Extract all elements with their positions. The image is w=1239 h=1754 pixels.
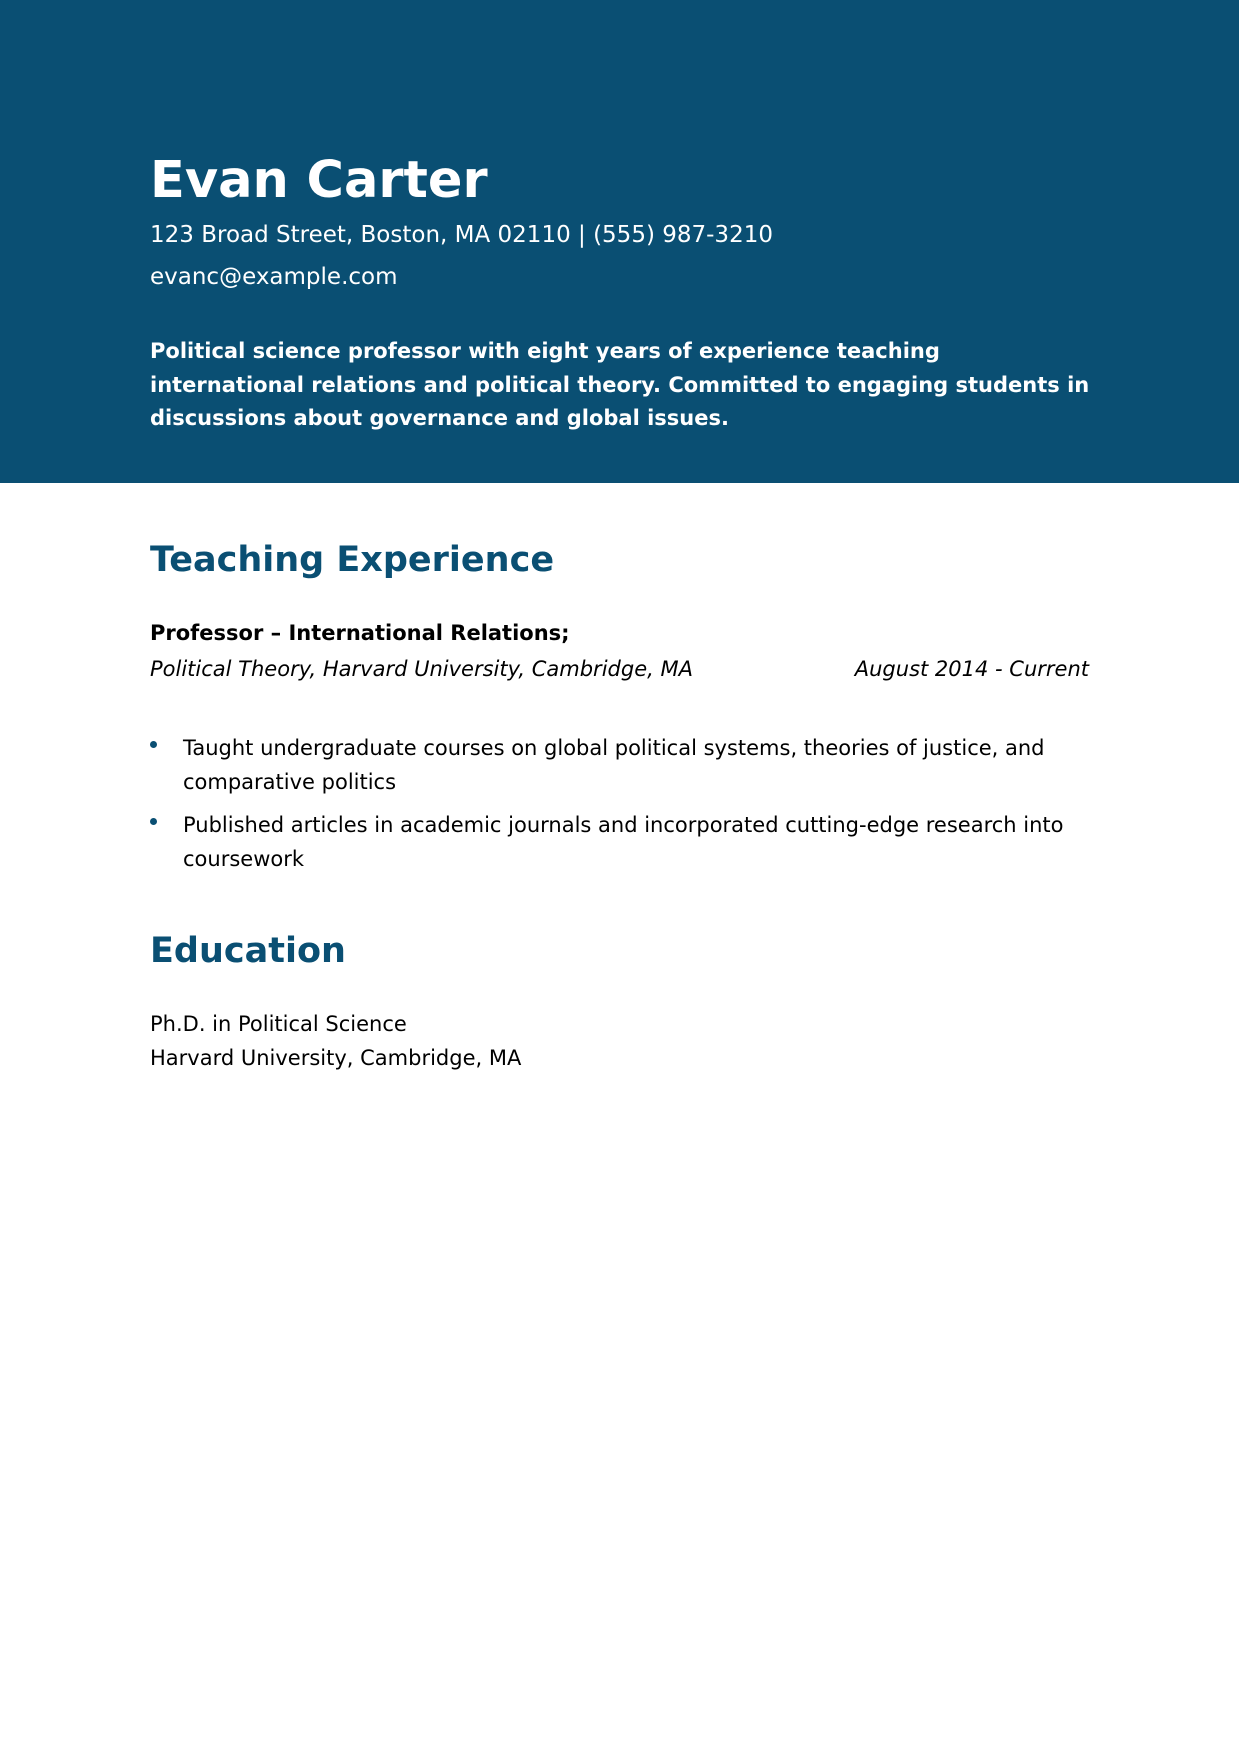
job-bullet-item: Published articles in academic journals and incorporated cutting-edge research into coursework (183, 813, 1064, 871)
contact-address-phone: 123 Broad Street, Boston, MA 02110 | (555) 987-3210 (150, 222, 773, 248)
education-school: Harvard University, Cambridge, MA (150, 1046, 522, 1070)
job-bullet-item: Taught undergraduate courses on global political systems, theories of justice, and comparative politics (183, 736, 1045, 794)
bullet-icon (150, 818, 157, 825)
contact-email: evanc@example.com (150, 264, 398, 290)
resume-header (0, 0, 1239, 483)
job-dates: August 2014 - Current (854, 657, 1089, 681)
bullet-icon (150, 741, 157, 748)
section-title-education: Education (150, 931, 346, 971)
job-organization: Political Theory, Harvard University, Cambridge, MA (150, 657, 693, 681)
section-title-teaching-experience: Teaching Experience (150, 540, 555, 580)
professional-summary: Political science professor with eight years of experience teaching international relations and political theory. Committed to engaging students in discussions about governance and global issues. (150, 339, 1090, 430)
education-degree: Ph.D. in Political Science (150, 1012, 407, 1036)
job-title: Professor – International Relations; (150, 621, 570, 645)
candidate-name: Evan Carter (150, 151, 488, 210)
